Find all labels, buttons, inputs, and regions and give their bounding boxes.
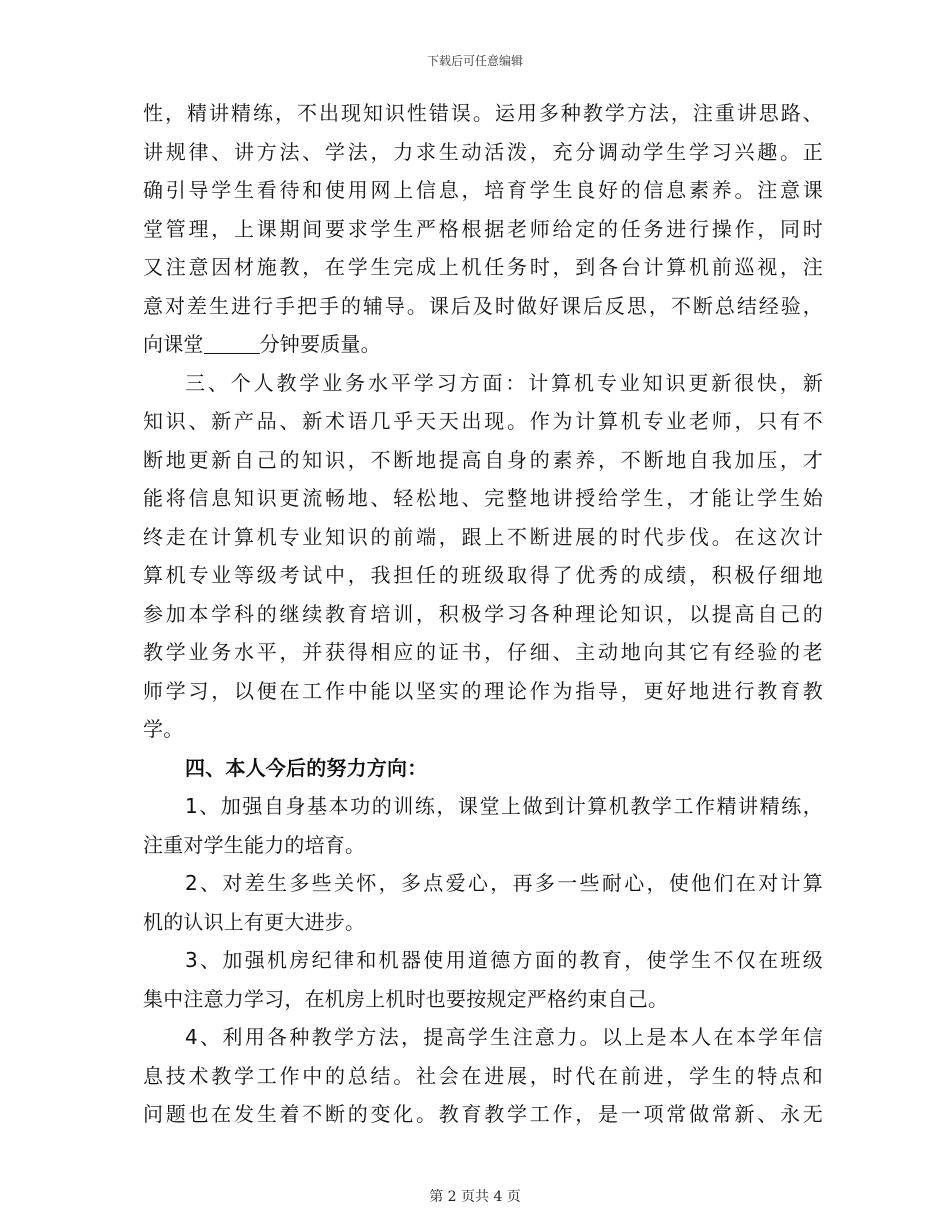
text-line: 注重对学生能力的培育。 (143, 832, 366, 857)
text-line (143, 325, 823, 364)
list-item (143, 1018, 823, 1134)
list-item (143, 787, 823, 864)
text-line: 断地更新自己的知识，不断地提高自身的素养，不断地自我加压，才 (143, 447, 823, 472)
paragraph-teaching-methods (143, 94, 823, 364)
text-line: 堂管理，上课期间要求学生严格根据老师给定的任务进行操作，同时 (143, 216, 823, 241)
text-line: 师学习，以便在工作中能以坚实的理论作为指导，更好地进行教育教 (143, 678, 823, 703)
text-line: 1、加强自身基本功的训练，课堂上做到计算机教学工作精讲精练， (185, 794, 823, 818)
text-line: 三、个人教学业务水平学习方面：计算机专业知识更新很快，新 (185, 370, 823, 395)
text-line: 又注意因材施教，在学生完成上机任务时，到各台计算机前巡视，注 (143, 255, 823, 279)
text-line: 能将信息知识更流畅地、轻松地、完整地讲授给学生，才能让学生始 (143, 486, 823, 510)
text-line: 讲规律、讲方法、学法，力求生动活泼，充分调动学生学习兴趣。正 (143, 139, 823, 164)
text-line: 3、加强机房纪律和机器使用道德方面的教育，使学生不仅在班级 (185, 948, 823, 972)
page-footer: 第 2 页共 4 页 (429, 1189, 521, 1205)
document-body (143, 94, 823, 1134)
text-fragment: 向课堂 (143, 332, 204, 356)
list-item (143, 941, 823, 1018)
page-header: 下载后可任意编辑 (426, 54, 523, 68)
text-line: 机的认识上有更大进步。 (143, 909, 366, 934)
text-line: 学。 (143, 717, 184, 741)
text-line: 确引导学生看待和使用网上信息，培育学生良好的信息素养。注意课 (143, 178, 823, 202)
text-line: 息技术教学工作中的总结。社会在进展，时代在前进，学生的特点和 (143, 1063, 823, 1088)
text-line: 教学业务水平，并获得相应的证书，仔细、主动地向其它有经验的老 (143, 640, 823, 664)
text-line: 性，精讲精练，不出现知识性错误。运用多种教学方法，注重讲思路、 (143, 101, 823, 125)
section-heading: 四、本人今后的努力方向： (185, 755, 428, 780)
text-line: 意对差生进行手把手的辅导。课后及时做好课后反思，不断总结经验， (143, 293, 823, 318)
text-line: 知识、新产品、新术语几乎天天出现。作为计算机专业老师，只有不 (143, 409, 823, 433)
paragraph-professional-study (143, 364, 823, 749)
text-fragment: 分钟要质量。 (259, 332, 381, 356)
text-line: 终走在计算机专业知识的前端，跟上不断进展的时代步伐。在这次计 (143, 524, 823, 549)
fill-in-blank (204, 333, 260, 354)
text-line: 问题也在发生着不断的变化。教育教学工作，是一项常做常新、永无 (143, 1102, 823, 1126)
text-line: 4、利用各种教学方法，提高学生注意力。以上是本人在本学年信 (185, 1025, 823, 1049)
text-line: 2、对差生多些关怀，多点爱心，再多一些耐心，使他们在对计算 (185, 871, 823, 895)
text-line: 参加本学科的继续教育培训，积极学习各种理论知识，以提高自己的 (143, 601, 823, 626)
list-item (143, 864, 823, 941)
text-line: 集中注意力学习，在机房上机时也要按规定严格约束自己。 (143, 986, 669, 1011)
text-line: 算机专业等级考试中，我担任的班级取得了优秀的成绩，积极仔细地 (143, 563, 823, 587)
